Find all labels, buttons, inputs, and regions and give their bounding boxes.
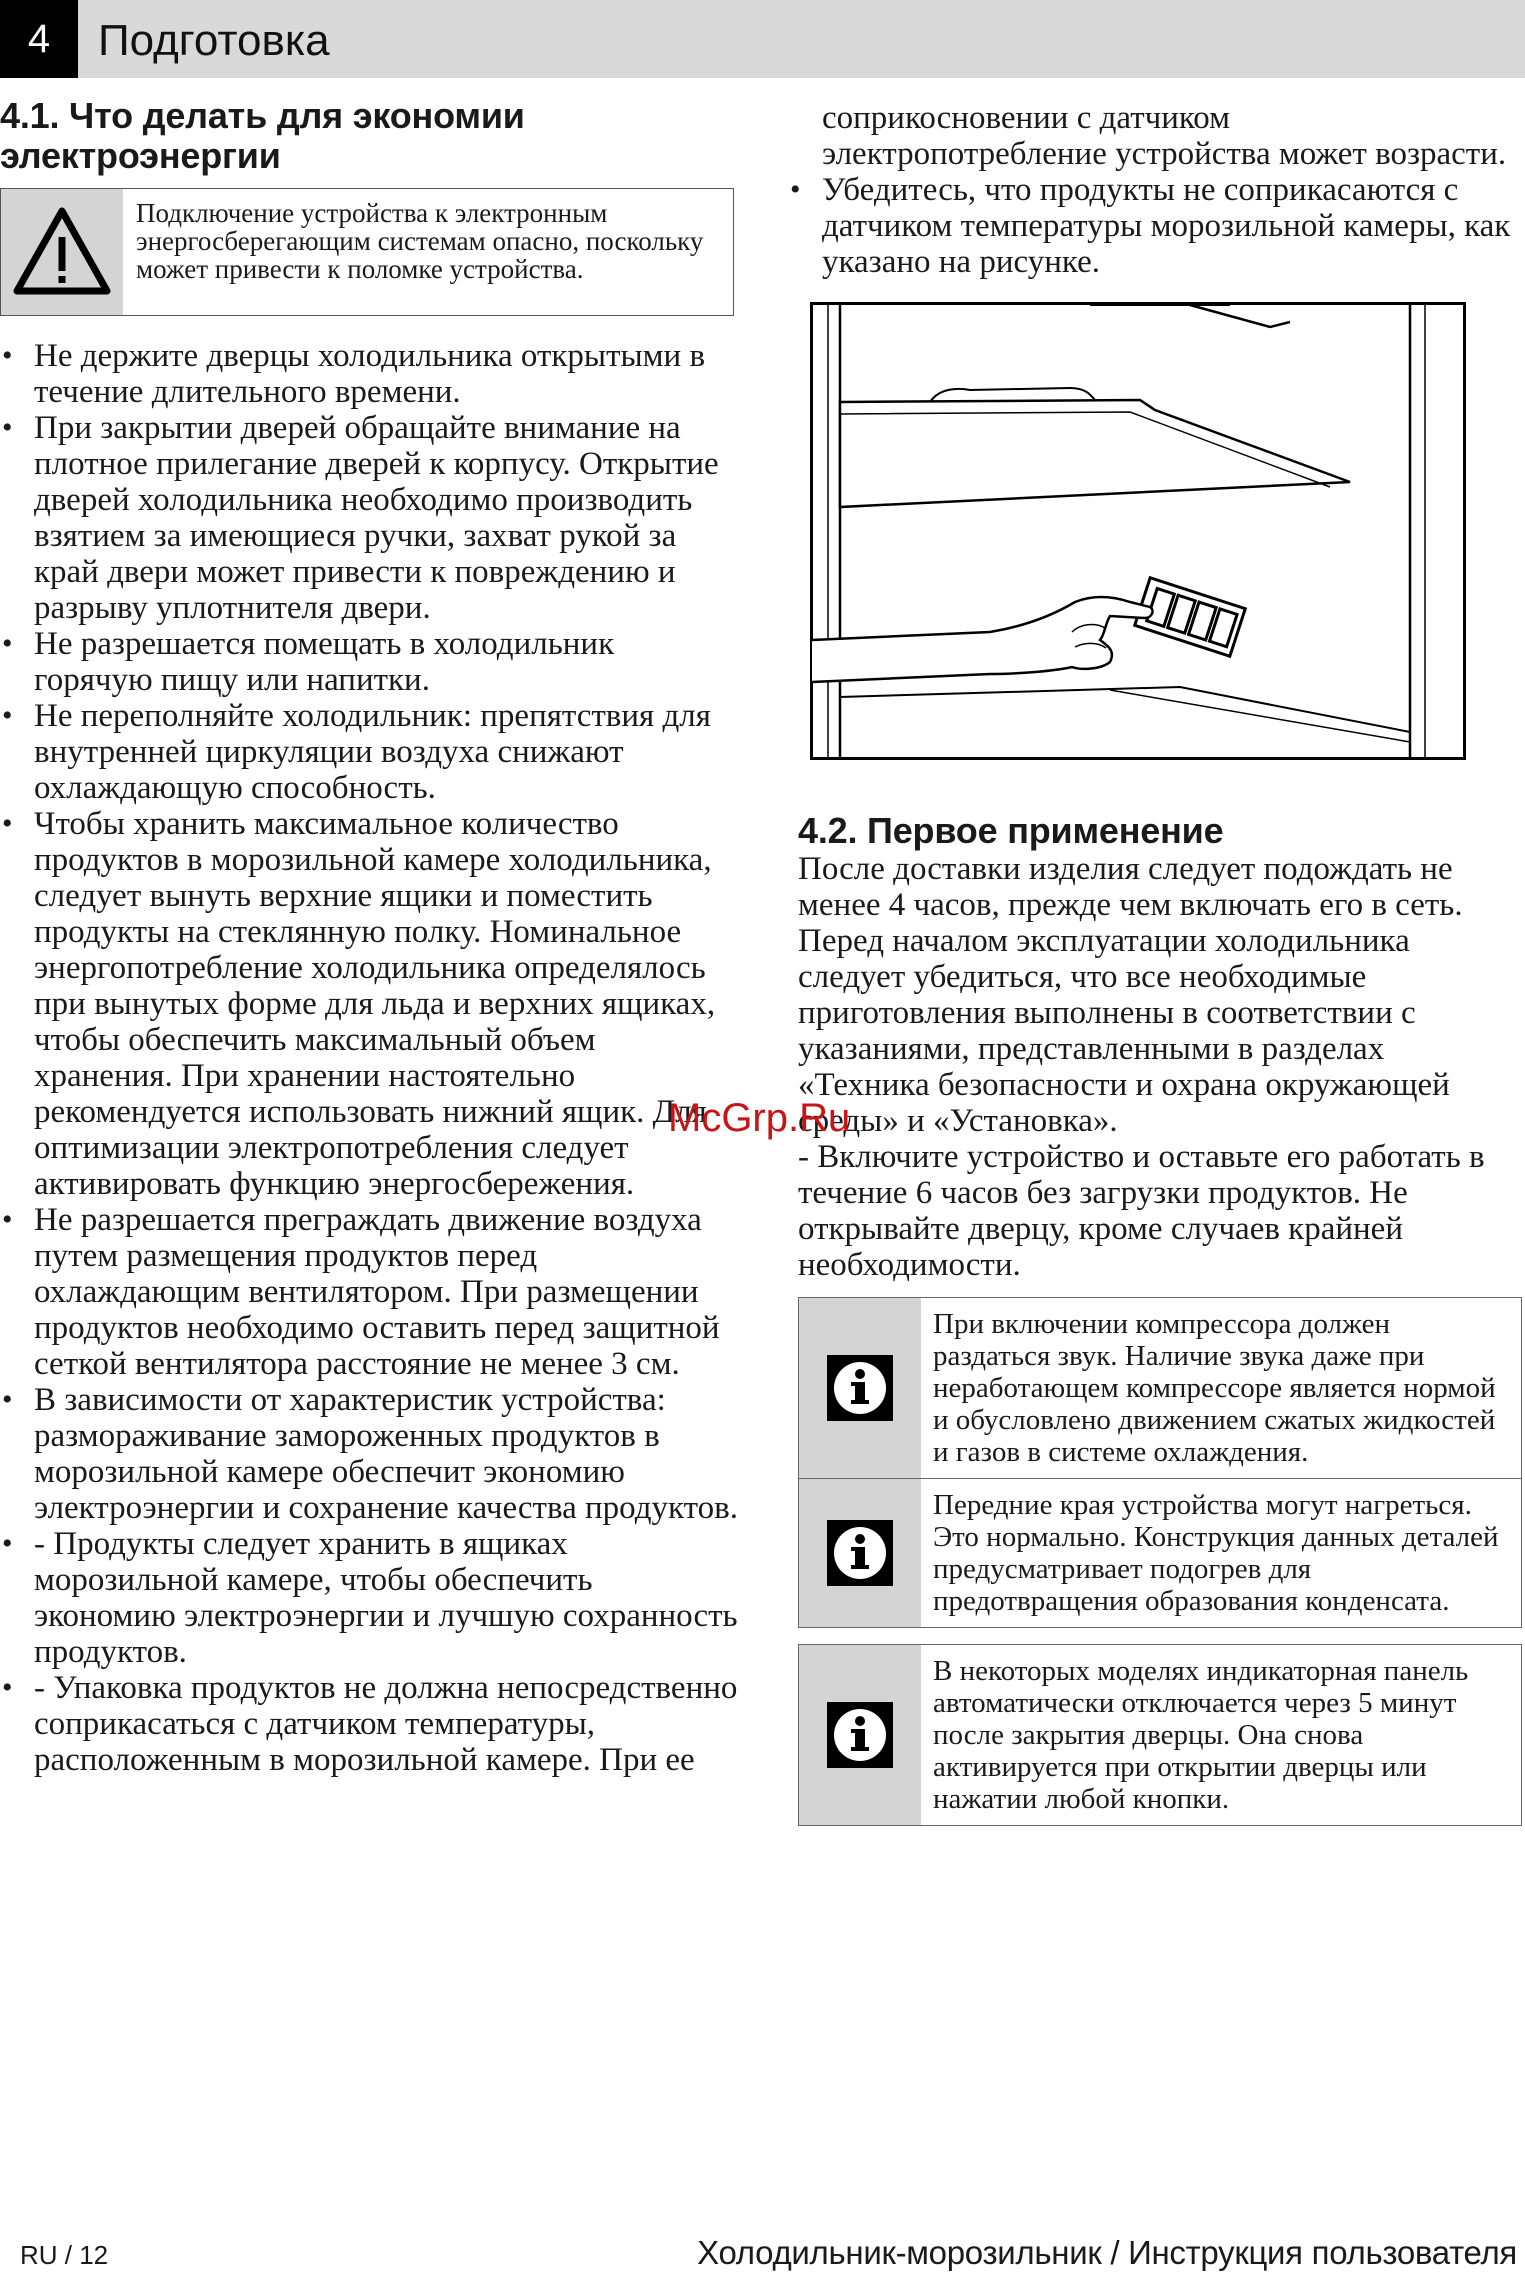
list-item: • Не переполняйте холодильник: препятствия для внутренней циркуляции воздуха снижают охлаждающую способность. [2,698,711,806]
section-4-1-title [0,96,740,176]
info-icon [827,1520,893,1586]
left-column [0,96,740,1778]
note-text: Передние края устройства могут нагреться. Это нормально. Конструкция данных деталей предусматривает подогрев для предотвращения образования конденсата. [933,1489,1499,1617]
info-note [799,1298,1521,1478]
info-note-box [798,1644,1522,1826]
warning-icon-cell [1,189,123,315]
note-icon-cell [799,1645,921,1825]
info-notes-box [798,1297,1522,1628]
hand-touching-sensor-illustration [810,302,1466,760]
note-icon-cell [799,1298,921,1478]
chapter-header [0,0,1525,78]
note-icon-cell [799,1479,921,1627]
paragraph: После доставки изделия следует подождать не менее 4 часов, прежде чем включать его в сеть. [798,851,1463,923]
warning-triangle-icon [1,189,123,315]
section-title-line: электроэнергии [0,135,281,176]
list-item: • Не разрешается преграждать движение воздуха путем размещения продуктов перед охлаждающим вентилятором. При размещении продуктов необходимо оставить перед защитной сеткой вентилятора расстояние не менее 3 см. [2,1202,720,1382]
note-text: В некоторых моделях индикаторная панель автоматически отключается через 5 минут после закрытия дверцы. Она снова активируется при открытии дверцы или нажатии любой кнопки. [933,1655,1469,1815]
page-number: RU / 12 [20,2240,109,2270]
paragraph: Перед началом эксплуатации холодильника следует убедиться, что все необходимые приготовления выполнены в соответствии с указаниями, представленными в разделах «Техника безопасности и охрана окружающей среды» и «Установка». [798,923,1450,1139]
paragraph: - Включите устройство и оставьте его работать в течение 6 часов без загрузки продуктов. Не открывайте дверцу, кроме случаев крайней необходимости. [798,1139,1485,1283]
continued-text: соприкосновении с датчиком электропотребление устройства может возрасти. [822,100,1507,172]
document-title: Холодильник-морозильник / Инструкция пользователя [697,2234,1517,2271]
chapter-title: Подготовка [98,16,330,65]
list-item: • - Продукты следует хранить в ящиках морозильной камере, чтобы обеспечить экономию электроэнергии и лучшую сохранность продуктов. [2,1526,738,1670]
list-item: • Не держите дверцы холодильника открытыми в течение длительного времени. [2,338,706,410]
info-note [799,1645,1521,1825]
chapter-number: 4 [0,0,78,78]
right-column [790,100,1520,1826]
warning-box [0,188,734,316]
warning-text: Подключение устройства к электронным энергосберегающим системам опасно, поскольку может привести к поломке устройства. [136,198,704,284]
watermark: McGrp.Ru [668,1096,851,1140]
energy-saving-list [0,338,740,1778]
note-text: При включении компрессора должен раздаться звук. Наличие звука даже при неработающем компрессоре является нормой и обусловлено движением сжатых жидкостей и газов в системе охлаждения. [933,1308,1496,1468]
list-item: • Не разрешается помещать в холодильник горячую пищу или напитки. [2,626,615,698]
list-item: • Чтобы хранить максимальное количество продуктов в морозильной камере холодильника, следует вынуть верхние ящики и поместить продукты на стеклянную полку. Номинальное энергопотребление холодильника определялось при вынутых форме для льда и верхних ящиках, чтобы обеспечить максимальный объем хранения. При хранении настоятельно рекомендуется использовать нижний ящик. Для оптимизации электропотребления следует активировать функцию энергосбережения. [2,806,716,1202]
info-icon [827,1355,893,1421]
section-title-line: 4.1. Что делать для экономии [0,95,525,136]
list-item: • Убедитесь, что продукты не соприкасаются с датчиком температуры морозильной камеры, как указано на рисунке. [790,172,1511,280]
info-icon [827,1702,893,1768]
list-item: • При закрытии дверей обращайте внимание на плотное прилегание дверей к корпусу. Открытие дверей холодильника необходимо производить взятием за имеющиеся ручки, захват рукой за край двери может привести к повреждению и разрыву уплотнителя двери. [2,410,719,626]
info-note [799,1478,1521,1627]
section-4-2-title: 4.2. Первое применение [798,810,1224,851]
list-item: • В зависимости от характеристик устройства: размораживание замороженных продуктов в морозильной камере обеспечит экономию электроэнергии и сохранение качества продуктов. [2,1382,738,1526]
sensor-list [788,172,1520,280]
list-item: • - Упаковка продуктов не должна непосредственно соприкасаться с датчиком температуры, расположенным в морозильной камере. При ее [2,1670,738,1778]
